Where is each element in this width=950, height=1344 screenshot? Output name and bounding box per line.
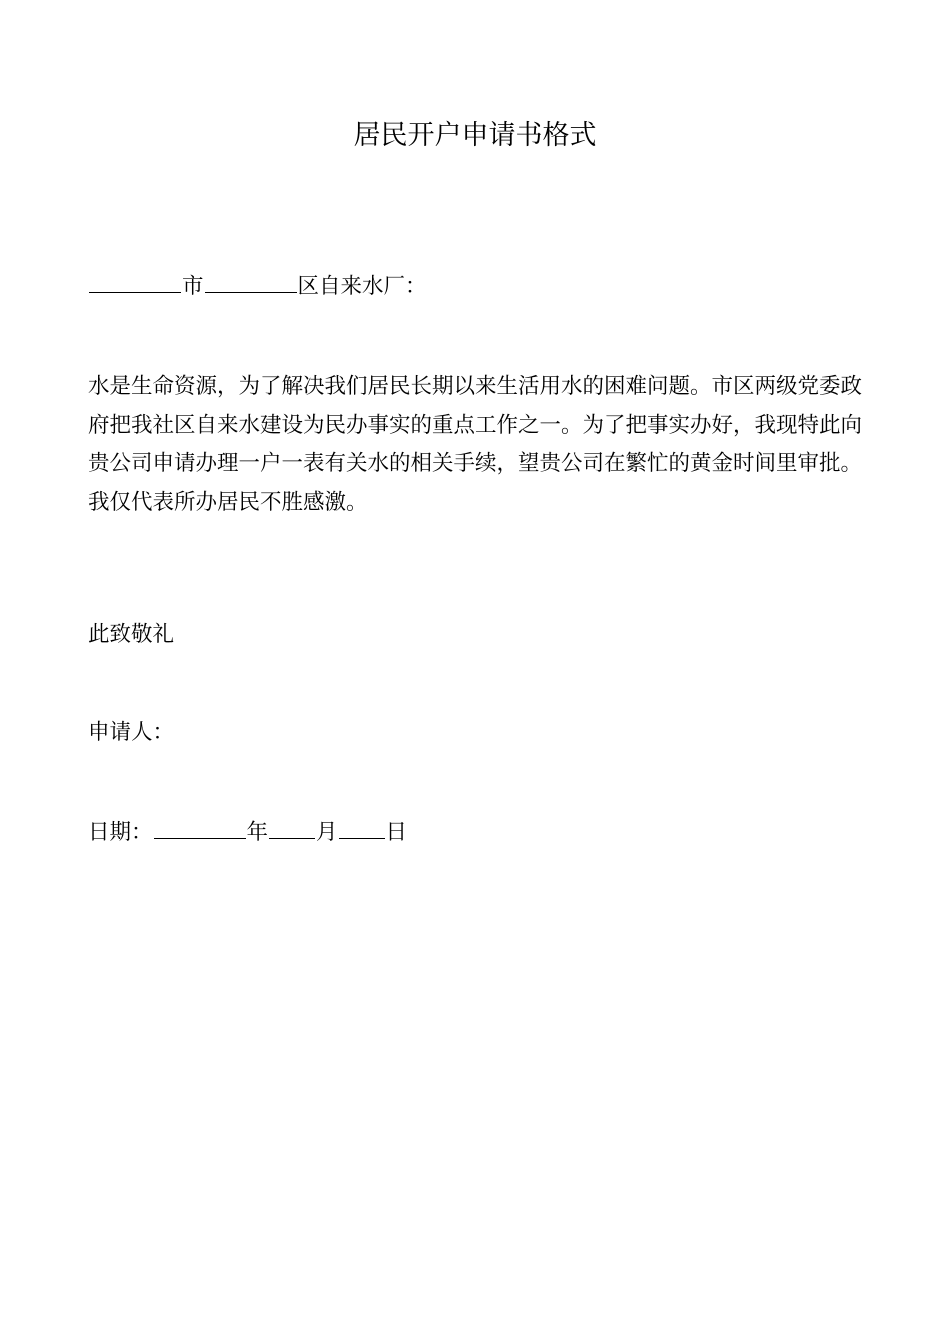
month-text: 月 — [316, 820, 338, 845]
salutation-line — [88, 270, 427, 302]
salutation-district-text: 区自来水厂： — [297, 274, 427, 299]
date-label: 日期： — [88, 820, 153, 845]
month-blank — [269, 816, 315, 839]
city-blank — [89, 270, 181, 293]
applicant-line: 申请人： — [88, 720, 175, 745]
closing-line: 此致敬礼 — [88, 622, 175, 647]
salutation-city-text: 市 — [182, 274, 204, 299]
document-title: 居民开户申请书格式 — [353, 120, 597, 151]
date-line — [88, 816, 407, 848]
day-text: 日 — [385, 820, 408, 845]
year-text: 年 — [246, 820, 269, 845]
district-blank — [205, 270, 297, 293]
body-paragraph: 水是生命资源，为了解决我们居民长期以来生活用水的困难问题。市区两级党委政府把我社区自来水建设为民办事实的重点工作之一。为了把事实办好，我现特此向贵公司申请办理一户一表有关水的相关手续，望贵公司在繁忙的黄金时间里审批。我仅代表所办居民不胜感激。 — [88, 374, 863, 515]
year-blank — [154, 816, 246, 839]
day-blank — [339, 816, 385, 839]
